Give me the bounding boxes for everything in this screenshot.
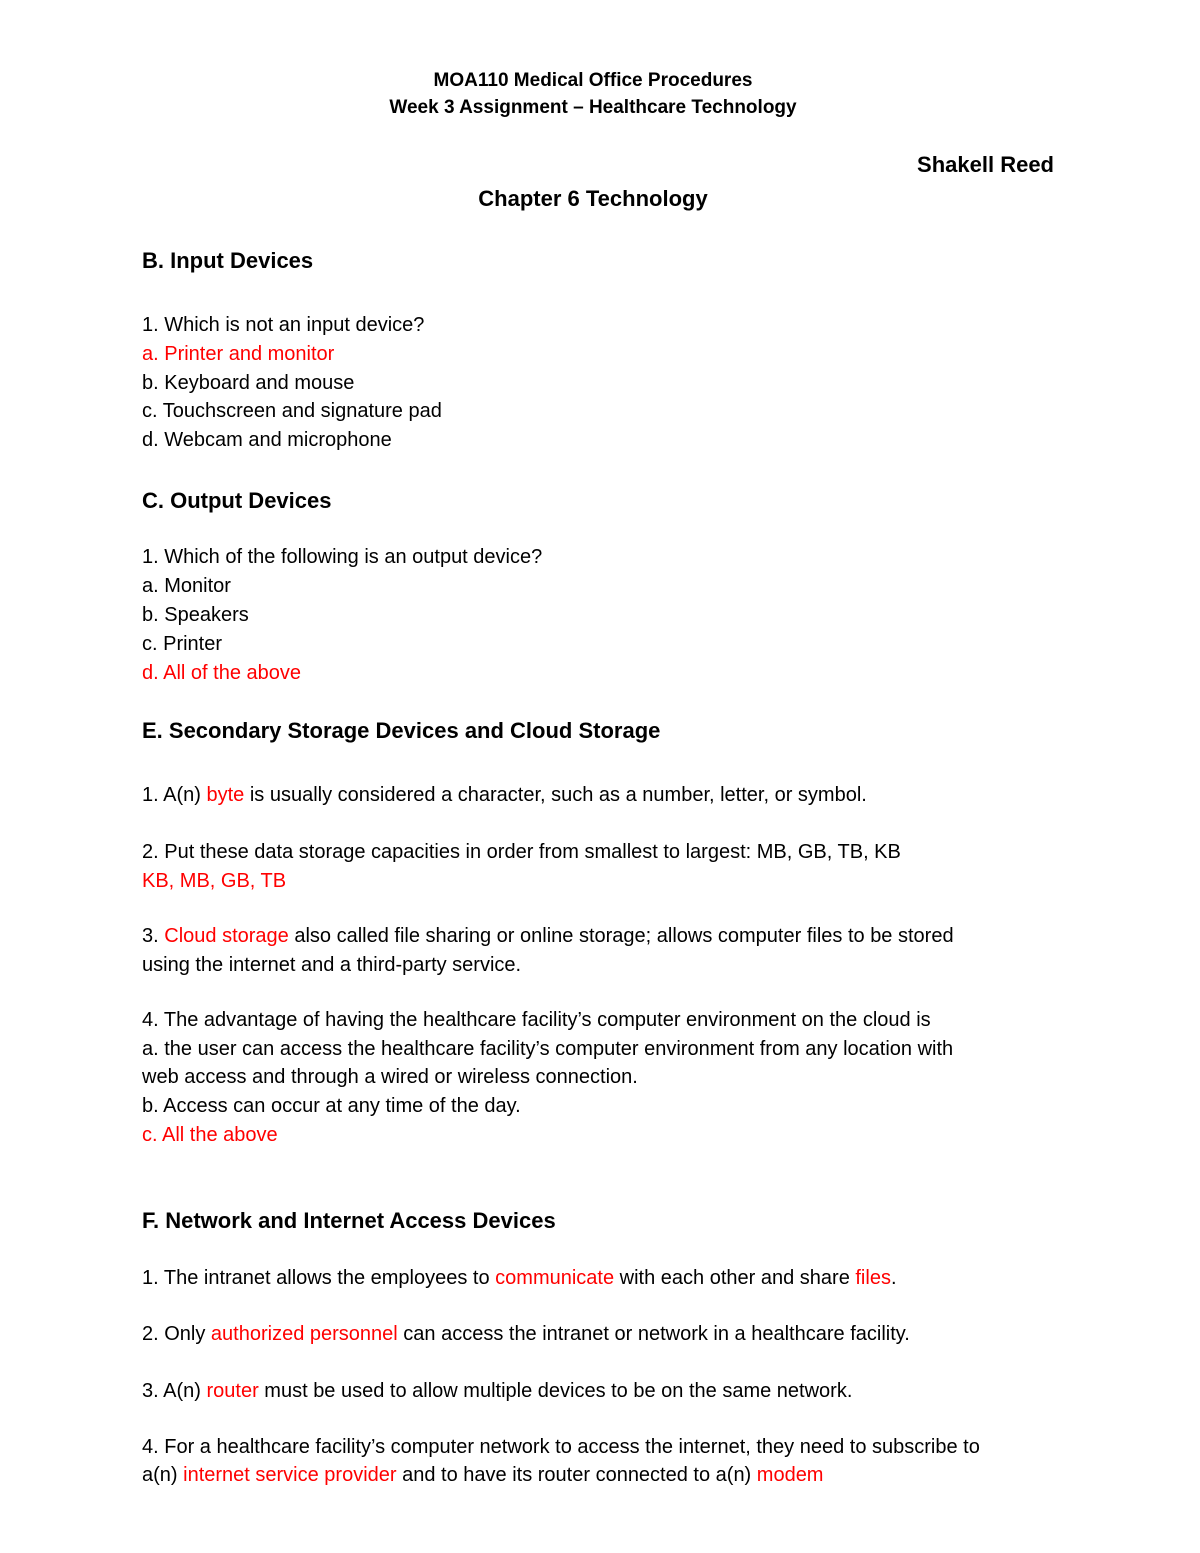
section-heading-storage: E. Secondary Storage Devices and Cloud Storage — [142, 718, 661, 743]
storage-question-4: 4. The advantage of having the healthcare facility’s computer environment on the cloud is — [142, 1009, 931, 1031]
network-q4-answer-1: internet service provider — [183, 1464, 397, 1486]
network-q4-text-mid: and to have its router connected to a(n) — [396, 1464, 757, 1486]
storage-q3-answer: Cloud storage — [164, 925, 289, 947]
storage-question-1 — [142, 783, 867, 807]
storage-q3-line-2: using the internet and a third-party service. — [142, 954, 522, 976]
input-question-1: 1. Which is not an input device? — [142, 314, 425, 336]
storage-q1-text-post: is usually considered a character, such as a number, letter, or symbol. — [244, 784, 867, 806]
network-q2-text-pre: 2. Only — [142, 1323, 211, 1345]
storage-q2-answer: KB, MB, GB, TB — [142, 870, 287, 892]
author-name: Shakell Reed — [917, 152, 1054, 177]
network-q1-text-mid: with each other and share — [614, 1267, 856, 1289]
storage-q4-option-a-line-1: a. the user can access the healthcare facility’s computer environment from any location with — [142, 1038, 954, 1060]
storage-q1-answer: byte — [206, 784, 245, 806]
output-q1-option-c: c. Printer — [142, 633, 223, 655]
input-q1-option-b: b. Keyboard and mouse — [142, 372, 355, 394]
output-q1-option-b: b. Speakers — [142, 604, 249, 626]
storage-q1-text-pre: 1. A(n) — [142, 784, 207, 806]
network-q1-text-post: . — [890, 1267, 897, 1289]
input-q1-option-d: d. Webcam and microphone — [142, 429, 392, 451]
storage-q4-option-a-line-2: web access and through a wired or wireless connection. — [142, 1066, 638, 1088]
network-q2-answer: authorized personnel — [210, 1323, 398, 1345]
storage-q4-option-c-answer: c. All the above — [142, 1124, 278, 1146]
section-heading-output: C. Output Devices — [142, 488, 332, 513]
output-q1-option-a: a. Monitor — [142, 575, 231, 597]
output-question-1: 1. Which of the following is an output device? — [142, 546, 543, 568]
network-q1-answer-2: files — [855, 1267, 891, 1289]
chapter-title: Chapter 6 Technology — [478, 186, 708, 211]
section-heading-network: F. Network and Internet Access Devices — [142, 1208, 556, 1233]
network-q4-answer-2: modem — [756, 1464, 824, 1486]
network-question-2 — [142, 1322, 910, 1346]
network-question-4: 4. For a healthcare facility’s computer network to access the internet, they need to subscribe to — [142, 1436, 980, 1458]
network-q1-answer-1: communicate — [495, 1267, 615, 1289]
network-question-3 — [142, 1379, 852, 1403]
storage-question-3 — [142, 924, 954, 948]
section-heading-input: B. Input Devices — [142, 248, 314, 273]
storage-question-2: 2. Put these data storage capacities in order from smallest to largest: MB, GB, TB, KB — [142, 841, 901, 863]
network-q4-line-2 — [142, 1463, 823, 1487]
network-q1-text-pre: 1. The intranet allows the employees to — [142, 1267, 496, 1289]
output-q1-option-d-answer: d. All of the above — [142, 662, 302, 684]
assignment-title: Week 3 Assignment – Healthcare Technology — [389, 97, 797, 118]
course-title: MOA110 Medical Office Procedures — [433, 70, 753, 91]
network-q2-text-post: can access the intranet or network in a healthcare facility. — [397, 1323, 910, 1345]
network-q3-text-post: must be used to allow multiple devices to be on the same network. — [258, 1380, 853, 1402]
network-q3-answer: router — [206, 1380, 259, 1402]
storage-q4-option-b: b. Access can occur at any time of the day. — [142, 1095, 521, 1117]
storage-q3-text-pre: 3. — [142, 925, 165, 947]
network-q4-text-pre: a(n) — [142, 1464, 184, 1486]
storage-q3-text-post: also called file sharing or online storage; allows computer files to be stored — [288, 925, 954, 947]
input-q1-option-c: c. Touchscreen and signature pad — [142, 400, 442, 422]
input-q1-option-a-answer: a. Printer and monitor — [142, 343, 335, 365]
network-question-1 — [142, 1266, 897, 1290]
network-q3-text-pre: 3. A(n) — [142, 1380, 207, 1402]
